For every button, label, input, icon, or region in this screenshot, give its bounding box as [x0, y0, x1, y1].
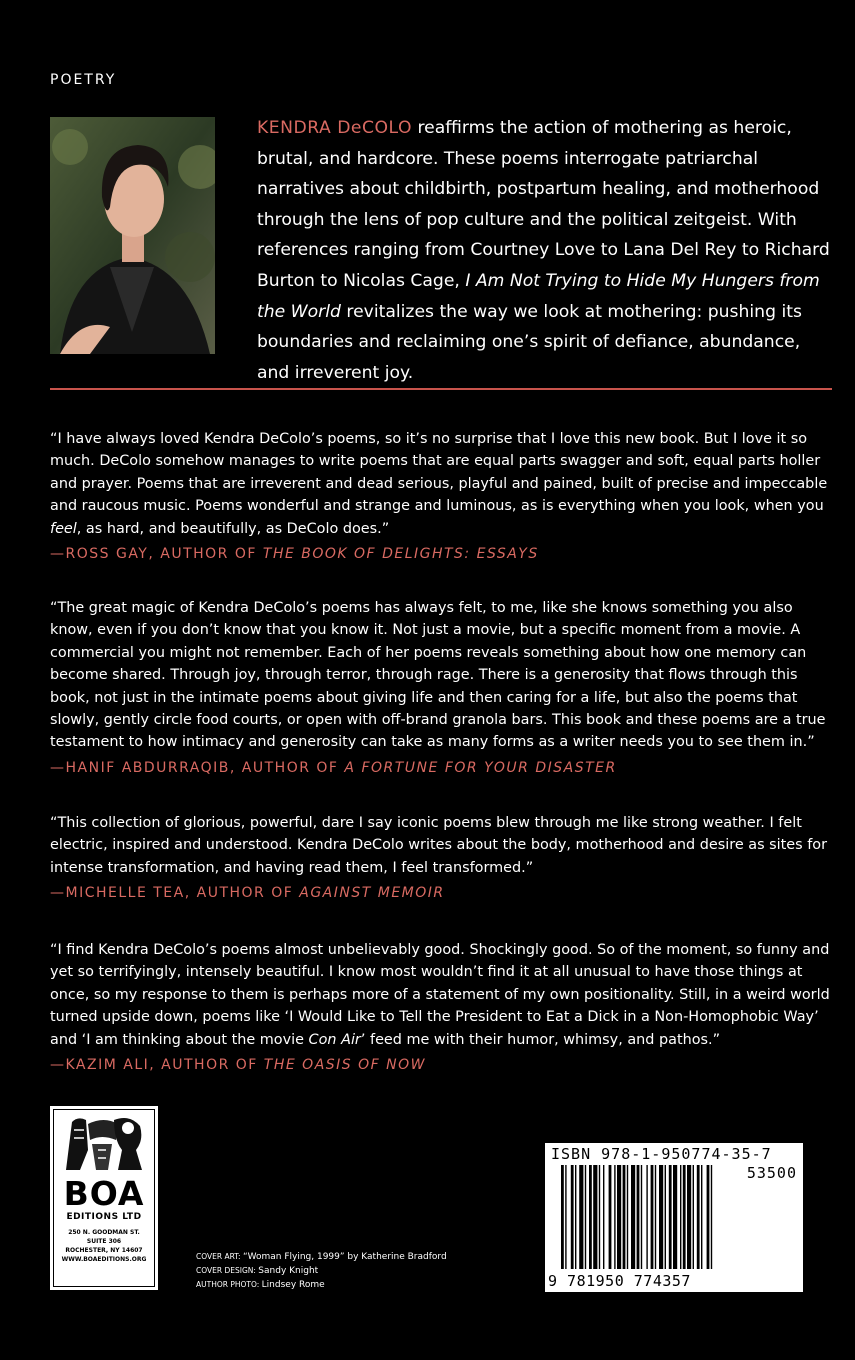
publisher-address: 250 N. GOODMAN ST. SUITE 306 ROCHESTER, NY 14607 WWW.BOAEDITIONS.ORG [61, 1229, 147, 1263]
publisher-logo-text: BOA [63, 1174, 145, 1213]
price-code: 53500 [746, 1164, 797, 1182]
publisher-emblem-icon [58, 1110, 150, 1176]
blurb-quote [50, 428, 835, 565]
genre-label: POETRY [50, 72, 117, 88]
author-photo [50, 117, 215, 354]
blurb-quote [50, 812, 835, 905]
divider [50, 388, 832, 390]
isbn-text: ISBN 978-1-950774-35-7 [551, 1145, 772, 1163]
quote-text: “I have always loved Kendra DeColo’s poems, so it’s no surprise that I love this new book. But I love it so much. DeColo somehow manages to write poems that are equal parts swagger and soft, equal parts holler and prayer. Poems that are irreverent and dead serious, playful and pained, built of precise and impeccable and raucous music. Poems wonderful and strange and luminous, as is everything when you look, when you feel, as hard, and beautifully, as DeColo does.” [50, 431, 828, 537]
publisher-logo [50, 1106, 158, 1290]
quote-attribution: —HANIF ABDURRAQIB, AUTHOR OF A FORTUNE FOR YOUR DISASTER [50, 759, 617, 776]
author-name: KENDRA DeCOLO [257, 118, 413, 138]
quote-attribution: —KAZIM ALI, AUTHOR OF THE OASIS OF NOW [50, 1057, 426, 1074]
quote-text: “I find Kendra DeColo’s poems almost unbelievably good. Shockingly good. So of the moment, so funny and yet so terrifyingly, intensely beautiful. I know most wouldn’t find it at all unusual to have those things at once, so my response to them is perhaps more of a statement of my own positionality. Still, in a weird world turned upside down, poems like ‘I Would Like to Tell the President to Eat a Dick in a Non-Homophobic Way’ and ‘I am thinking about the movie Con Air’ feed me with their humor, whimsy, and pathos.” [50, 942, 830, 1048]
quote-attribution: —ROSS GAY, AUTHOR OF THE BOOK OF DELIGHTS: ESSAYS [50, 546, 539, 563]
quote-text: “This collection of glorious, powerful, dare I say iconic poems blew through me like strong weather. I felt electric, inspired and understood. Kendra DeColo writes about the body, motherhood and desire as sites for intense transformation, and having read them, I feel transformed.” [50, 815, 827, 876]
barcode-bars-icon [545, 1143, 803, 1292]
book-title: I Am Not Trying to Hide My Hungers from the World [257, 270, 820, 322]
isbn-barcode [545, 1143, 803, 1292]
publisher-name: EDITIONS LTD [66, 1212, 142, 1222]
book-description [257, 113, 835, 388]
quote-attribution: —MICHELLE TEA, AUTHOR OF AGAINST MEMOIR [50, 885, 445, 902]
quote-text: “The great magic of Kendra DeColo’s poems has always felt, to me, like she knows something you also know, even if you don’t know that you know it. Not just a movie, but a specific moment from a movie. A commercial you might not remember. Each of her poems reveals something about how one memory can become shared. Through joy, through terror, through rage. There is a generosity that flows through this book, not just in the intimate poems about giving life and then caring for a life, but also the poems that slowly, gently circle food courts, or open with off-brand granola bars. This book and these poems are a true testament to how intimacy and generosity can take as many forms as a writer needs you to see them in.” [50, 600, 826, 751]
blurb-quote [50, 939, 835, 1076]
description-text: revitalizes the way we look at mothering: pushing its boundaries and reclaiming one’s spirit of defiance, abundance, and irreverent joy. [257, 301, 802, 383]
description-text: reaffirms the action of mothering as heroic, brutal, and hardcore. These poems interrogate patriarchal narratives about childbirth, postpartum healing, and motherhood through the lens of pop culture and the political zeitgeist. With references ranging from Courtney Love to Lana Del Rey to Richard Burton to Nicolas Cage, [257, 118, 830, 291]
cover-credits: COVER ART: “Woman Flying, 1999” by Katherine Bradford COVER DESIGN: Sandy Knight AUTHOR PHOTO: Lindsey Rome [196, 1252, 447, 1290]
blurb-quote [50, 597, 835, 779]
ean-number: 9 781950 774357 [548, 1272, 691, 1290]
